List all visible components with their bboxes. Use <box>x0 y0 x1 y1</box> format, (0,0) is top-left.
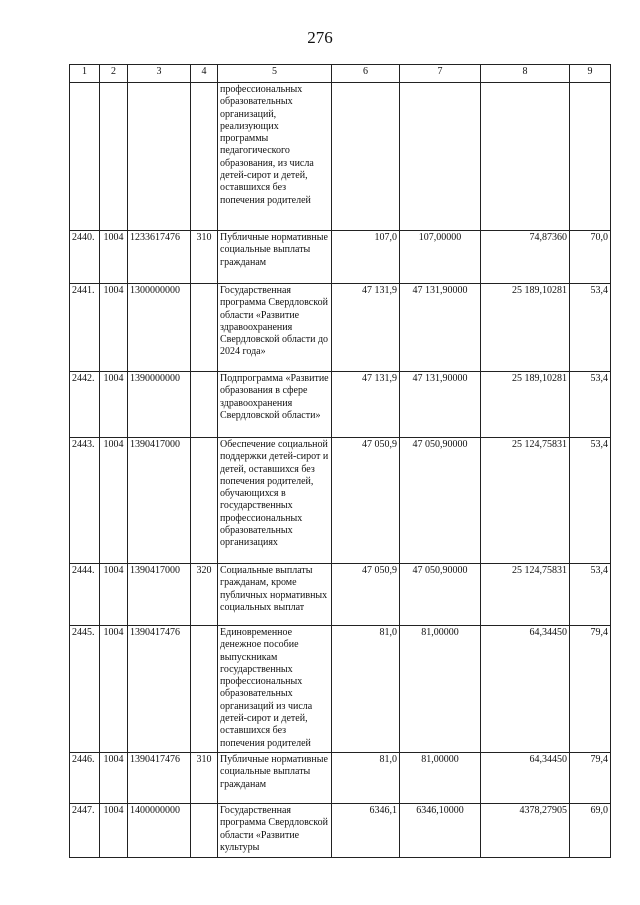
item-name: Социальные выплаты гражданам, кроме публичных нормативных социальных выплат <box>218 564 332 626</box>
plan-amount: 6346,1 <box>332 804 400 858</box>
table-row <box>70 753 611 804</box>
executed-amount <box>481 83 570 231</box>
table-row <box>70 564 611 626</box>
plan-amount: 81,0 <box>332 626 400 753</box>
approved-amount: 47 050,90000 <box>400 438 481 564</box>
row-number: 2444. <box>70 564 100 626</box>
section-code: 1004 <box>100 753 128 804</box>
row-number: 2447. <box>70 804 100 858</box>
table-body <box>70 83 611 858</box>
expense-type-code <box>191 372 218 438</box>
item-name: Обеспечение социальной поддержки детей-сирот и детей, оставшихся без попечения родителей, обучающихся в государственных профессиональных образовательных организациях <box>218 438 332 564</box>
execution-percent: 69,0 <box>570 804 611 858</box>
row-number: 2441. <box>70 284 100 372</box>
plan-amount: 47 050,9 <box>332 564 400 626</box>
approved-amount: 6346,10000 <box>400 804 481 858</box>
execution-percent: 53,4 <box>570 438 611 564</box>
budget-table <box>69 64 611 858</box>
target-article-code: 1390417000 <box>128 438 191 564</box>
expense-type-code <box>191 804 218 858</box>
item-name: Единовременное денежное пособие выпускникам государственных профессиональных образовательных организаций из числа детей-сирот и детей, оставшихся без попечения родителей <box>218 626 332 753</box>
section-code: 1004 <box>100 231 128 284</box>
executed-amount: 25 124,75831 <box>481 564 570 626</box>
expense-type-code <box>191 284 218 372</box>
executed-amount: 25 189,10281 <box>481 284 570 372</box>
page-number: 276 <box>307 28 333 47</box>
execution-percent: 70,0 <box>570 231 611 284</box>
table-row <box>70 804 611 858</box>
row-number: 2446. <box>70 753 100 804</box>
header-row <box>70 65 611 83</box>
row-number: 2443. <box>70 438 100 564</box>
expense-type-code: 320 <box>191 564 218 626</box>
table-row <box>70 438 611 564</box>
section-code: 1004 <box>100 372 128 438</box>
plan-amount: 47 131,9 <box>332 284 400 372</box>
table-row <box>70 626 611 753</box>
executed-amount: 64,34450 <box>481 753 570 804</box>
expense-type-code: 310 <box>191 231 218 284</box>
header-col-8: 8 <box>481 65 570 83</box>
expense-type-code <box>191 438 218 564</box>
approved-amount: 47 050,90000 <box>400 564 481 626</box>
item-name: Подпрограмма «Развитие образования в сфере здравоохранения Свердловской области» <box>218 372 332 438</box>
execution-percent: 53,4 <box>570 372 611 438</box>
section-code <box>100 83 128 231</box>
target-article-code: 1390000000 <box>128 372 191 438</box>
target-article-code: 1233617476 <box>128 231 191 284</box>
section-code: 1004 <box>100 564 128 626</box>
approved-amount <box>400 83 481 231</box>
row-number: 2445. <box>70 626 100 753</box>
plan-amount <box>332 83 400 231</box>
item-name: Публичные нормативные социальные выплаты гражданам <box>218 231 332 284</box>
execution-percent: 53,4 <box>570 564 611 626</box>
header-col-1: 1 <box>70 65 100 83</box>
item-name: Государственная программа Свердловской области «Развитие здравоохранения Свердловской области до 2024 года» <box>218 284 332 372</box>
executed-amount: 25 189,10281 <box>481 372 570 438</box>
item-name: Публичные нормативные социальные выплаты гражданам <box>218 753 332 804</box>
header-col-4: 4 <box>191 65 218 83</box>
header-col-9: 9 <box>570 65 611 83</box>
expense-type-code <box>191 626 218 753</box>
execution-percent <box>570 83 611 231</box>
header-col-7: 7 <box>400 65 481 83</box>
section-code: 1004 <box>100 284 128 372</box>
executed-amount: 74,87360 <box>481 231 570 284</box>
expense-type-code: 310 <box>191 753 218 804</box>
expense-type-code <box>191 83 218 231</box>
plan-amount: 47 131,9 <box>332 372 400 438</box>
header-col-2: 2 <box>100 65 128 83</box>
target-article-code: 1390417476 <box>128 626 191 753</box>
section-code: 1004 <box>100 626 128 753</box>
table-row <box>70 372 611 438</box>
header-col-5: 5 <box>218 65 332 83</box>
header-col-3: 3 <box>128 65 191 83</box>
row-number: 2440. <box>70 231 100 284</box>
target-article-code <box>128 83 191 231</box>
table-header <box>70 65 611 83</box>
execution-percent: 79,4 <box>570 753 611 804</box>
execution-percent: 79,4 <box>570 626 611 753</box>
executed-amount: 64,34450 <box>481 626 570 753</box>
header-col-6: 6 <box>332 65 400 83</box>
section-code: 1004 <box>100 804 128 858</box>
row-number: 2442. <box>70 372 100 438</box>
table-row <box>70 284 611 372</box>
approved-amount: 107,00000 <box>400 231 481 284</box>
table-row <box>70 231 611 284</box>
approved-amount: 81,00000 <box>400 753 481 804</box>
approved-amount: 47 131,90000 <box>400 284 481 372</box>
execution-percent: 53,4 <box>570 284 611 372</box>
row-number <box>70 83 100 231</box>
executed-amount: 25 124,75831 <box>481 438 570 564</box>
target-article-code: 1390417000 <box>128 564 191 626</box>
item-name: профессиональных образовательных организаций, реализующих программы педагогического образования, из числа детей-сирот и детей, оставшихся без попечения родителей <box>218 83 332 231</box>
target-article-code: 1400000000 <box>128 804 191 858</box>
executed-amount: 4378,27905 <box>481 804 570 858</box>
approved-amount: 47 131,90000 <box>400 372 481 438</box>
item-name: Государственная программа Свердловской области «Развитие культуры <box>218 804 332 858</box>
plan-amount: 107,0 <box>332 231 400 284</box>
approved-amount: 81,00000 <box>400 626 481 753</box>
target-article-code: 1390417476 <box>128 753 191 804</box>
target-article-code: 1300000000 <box>128 284 191 372</box>
plan-amount: 81,0 <box>332 753 400 804</box>
plan-amount: 47 050,9 <box>332 438 400 564</box>
table-row <box>70 83 611 231</box>
section-code: 1004 <box>100 438 128 564</box>
